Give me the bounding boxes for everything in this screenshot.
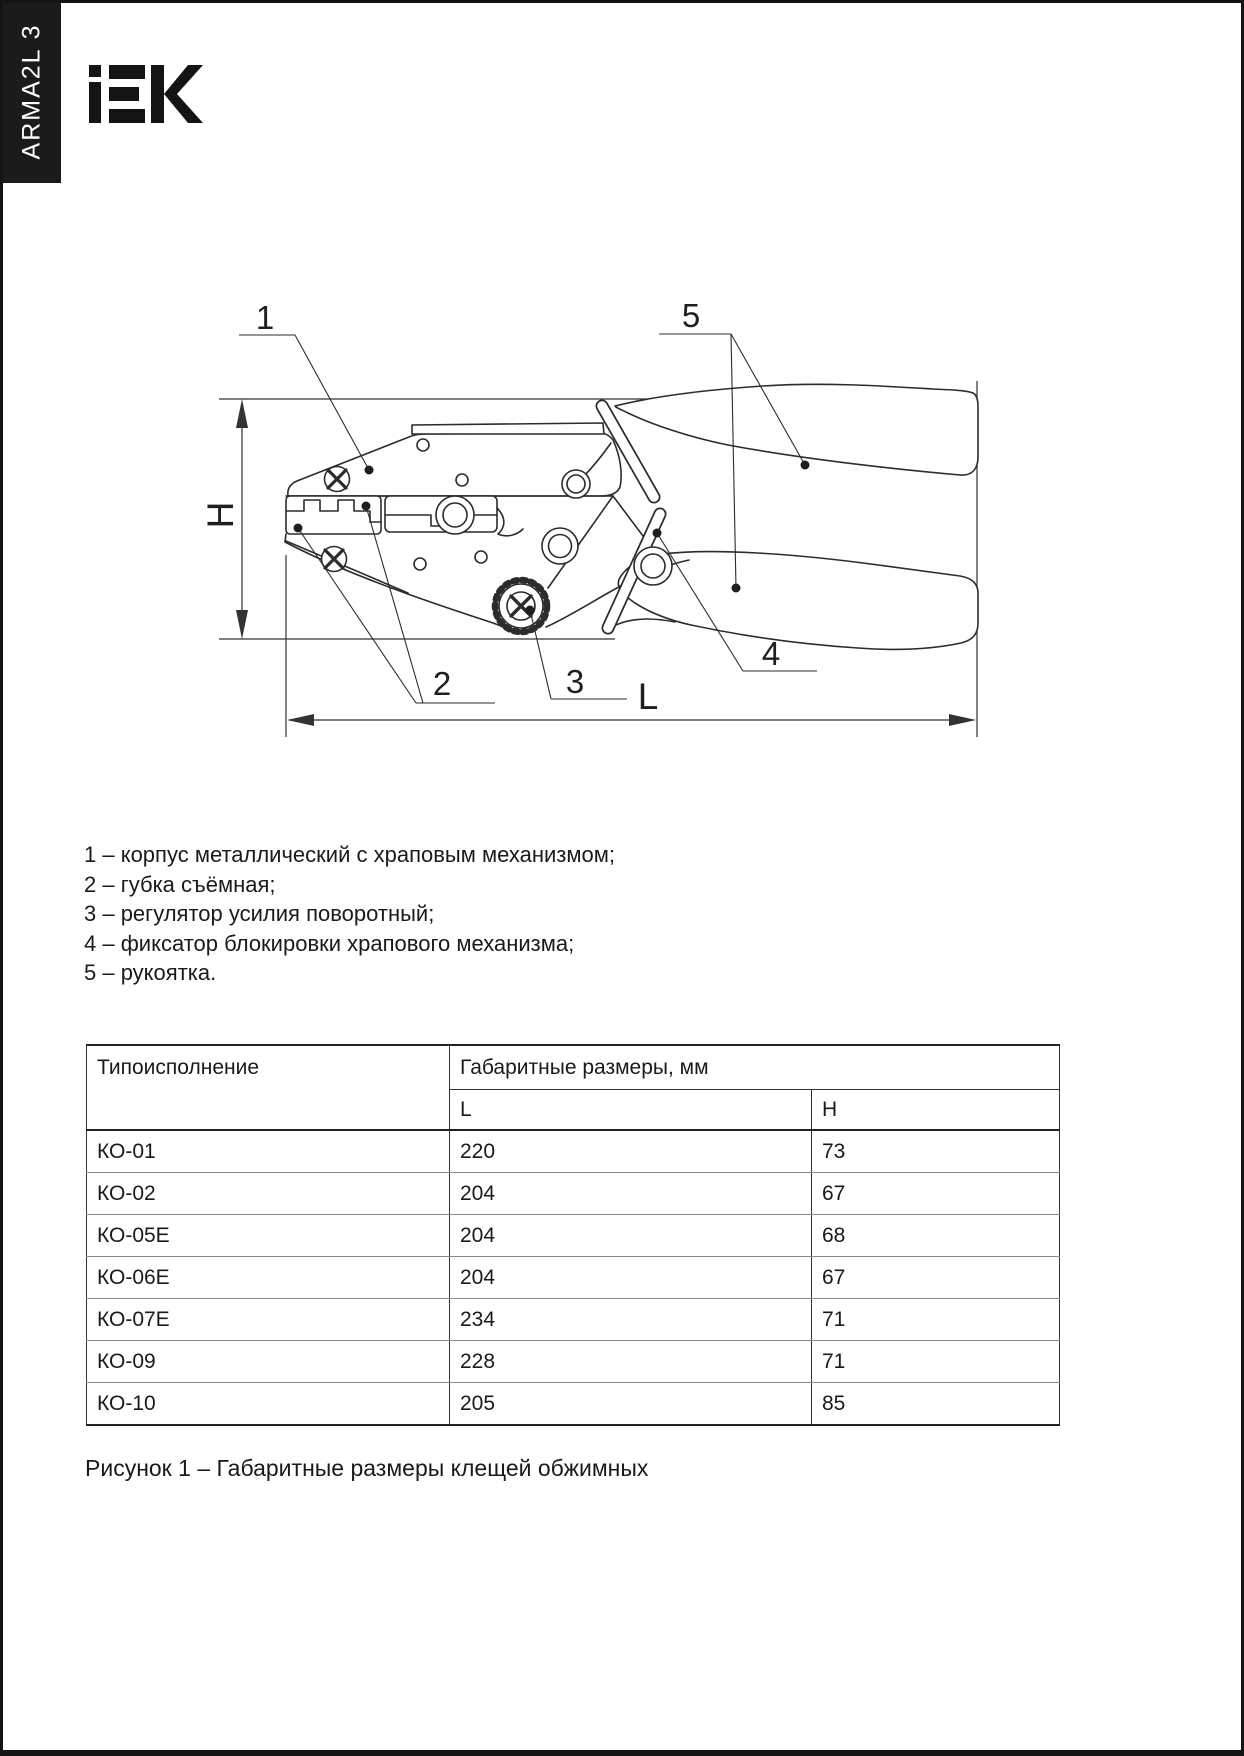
dimensions-table	[86, 1044, 1060, 1426]
cell-h: 85	[812, 1383, 1060, 1426]
upper-handle	[615, 384, 978, 475]
arrow-right-icon	[949, 714, 976, 726]
cell-type: КО-02	[87, 1173, 450, 1215]
callout-1: 1	[255, 299, 275, 336]
cell-h: 68	[812, 1215, 1060, 1257]
cell-l: 204	[450, 1215, 812, 1257]
callout-3: 3	[565, 663, 585, 700]
cell-type: КО-05Е	[87, 1215, 450, 1257]
cell-l: 234	[450, 1299, 812, 1341]
legend-item: 4 – фиксатор блокировки храпового механизма;	[84, 930, 575, 956]
cell-l: 228	[450, 1341, 812, 1383]
cell-h: 71	[812, 1299, 1060, 1341]
table-row	[87, 1257, 1060, 1299]
legend-item: 2 – губка съёмная;	[84, 871, 276, 897]
table-header-row	[87, 1045, 1060, 1090]
table-row	[87, 1130, 1060, 1173]
jaw-block	[286, 496, 523, 536]
col-header-l: L	[450, 1090, 812, 1131]
cell-l: 204	[450, 1173, 812, 1215]
cell-type: КО-09	[87, 1341, 450, 1383]
dim-h-label: H	[200, 501, 241, 529]
col-header-h: H	[812, 1090, 1060, 1131]
cell-h: 67	[812, 1257, 1060, 1299]
cell-l: 204	[450, 1257, 812, 1299]
arrow-down-icon	[236, 610, 248, 639]
dimensions-table-wrap	[86, 1044, 1060, 1426]
top-blade-strip	[412, 423, 604, 434]
callout-2: 2	[432, 665, 452, 702]
cell-type: КО-10	[87, 1383, 450, 1426]
arrow-left-icon	[287, 714, 314, 726]
legend-item: 1 – корпус металлический с храповым механизмом;	[84, 842, 615, 867]
table-row	[87, 1215, 1060, 1257]
table-row	[87, 1299, 1060, 1341]
cell-h: 71	[812, 1341, 1060, 1383]
arrow-up-icon	[236, 399, 248, 428]
parts-legend	[84, 840, 615, 988]
col-header-dims-group: Габаритные размеры, мм	[450, 1045, 1060, 1090]
pliers-drawing	[285, 384, 978, 649]
force-regulator-gear	[495, 580, 547, 632]
cell-type: КО-07Е	[87, 1299, 450, 1341]
legend-item: 3 – регулятор усилия поворотный;	[84, 901, 435, 926]
callout-4: 4	[761, 635, 781, 672]
col-header-type: Типоисполнение	[87, 1045, 450, 1130]
callout-5: 5	[681, 297, 701, 334]
cell-h: 67	[812, 1173, 1060, 1215]
cell-l: 220	[450, 1130, 812, 1173]
table-row	[87, 1173, 1060, 1215]
table-row	[87, 1341, 1060, 1383]
dim-l-label: L	[637, 676, 659, 717]
table-row	[87, 1383, 1060, 1426]
legend-item: 5 – рукоятка.	[84, 960, 217, 985]
cell-type: КО-01	[87, 1130, 450, 1173]
cell-h: 73	[812, 1130, 1060, 1173]
cell-type: КО-06Е	[87, 1257, 450, 1299]
side-tab-label: ARMA2L 3	[17, 23, 46, 160]
cell-l: 205	[450, 1383, 812, 1426]
figure-caption: Рисунок 1 – Габаритные размеры клещей обжимных	[85, 1455, 649, 1481]
